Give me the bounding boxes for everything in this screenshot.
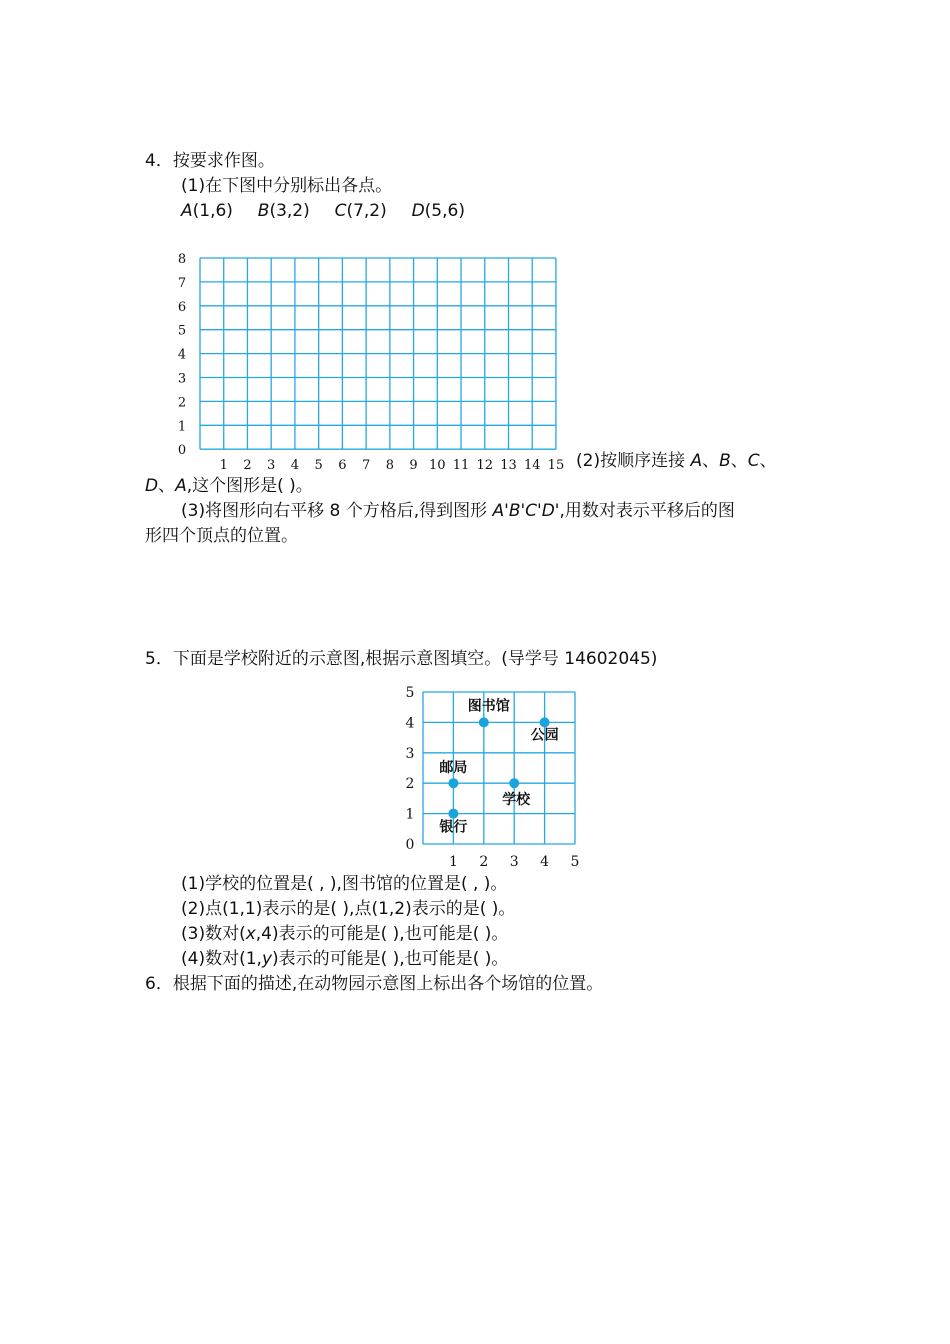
- q6-title: 6．根据下面的描述,在动物园示意图上标出各个场馆的位置。: [145, 974, 604, 994]
- q5-part4: (4)数对(1,y)表示的可能是( ),也可能是( )。: [181, 949, 509, 969]
- q5-part3: (3)数对(x,4)表示的可能是( ),也可能是( )。: [181, 924, 509, 944]
- x-tick-label: 1: [219, 458, 228, 474]
- q5-part1: (1)学校的位置是( , ),图书馆的位置是( , )。: [181, 874, 508, 894]
- place-dot: [479, 717, 489, 727]
- point-d: D(5,6): [411, 201, 465, 221]
- x-tick-label: 10: [429, 458, 446, 474]
- place-dot: [448, 809, 458, 819]
- q5-title: 5．下面是学校附近的示意图,根据示意图填空。(导学号 14602045): [145, 649, 658, 669]
- place-dot: [448, 778, 458, 788]
- school-map: [400, 680, 590, 872]
- place-dot: [540, 717, 550, 727]
- y-tick-label: 1: [177, 419, 187, 435]
- y-tick-label: 5: [177, 323, 187, 339]
- map-y-label: 4: [405, 715, 415, 732]
- y-tick-label: 4: [177, 347, 187, 363]
- coordinate-grid-q4: [170, 248, 570, 476]
- map-y-label: 2: [405, 776, 415, 793]
- x-tick-label: 12: [476, 458, 494, 474]
- y-tick-label: 6: [177, 299, 187, 315]
- x-tick-label: 6: [338, 458, 347, 474]
- x-tick-label: 14: [523, 458, 541, 474]
- q4-part3-line2: 形四个顶点的位置。: [145, 526, 298, 546]
- x-tick-label: 3: [267, 458, 276, 474]
- x-tick-label: 11: [452, 458, 470, 474]
- y-tick-label: 8: [177, 252, 187, 267]
- y-tick-label: 2: [177, 395, 187, 411]
- q4-part2-line2: D、A,这个图形是( )。: [145, 476, 313, 496]
- x-tick-label: 5: [314, 458, 323, 474]
- place-label: 学校: [502, 792, 531, 809]
- map-y-label: 1: [405, 806, 415, 823]
- map-x-label: 4: [540, 854, 550, 870]
- y-tick-label: 7: [177, 275, 187, 291]
- map-x-label: 1: [448, 854, 458, 870]
- map-y-label: 0: [405, 837, 415, 853]
- q5-part2: (2)点(1,1)表示的是( ),点(1,2)表示的是( )。: [181, 899, 516, 919]
- point-c: C(7,2): [334, 201, 387, 221]
- x-tick-label: 8: [385, 458, 394, 474]
- point-b: B(3,2): [257, 201, 310, 221]
- x-tick-label: 7: [361, 458, 371, 474]
- x-tick-label: 4: [290, 458, 300, 474]
- y-tick-label: 0: [177, 443, 187, 459]
- map-x-label: 5: [570, 854, 580, 870]
- q4-part1: (1)在下图中分别标出各点。: [181, 176, 393, 196]
- map-x-label: 3: [509, 854, 519, 870]
- map-y-label: 3: [405, 745, 415, 762]
- point-a: A(1,6): [181, 201, 233, 221]
- q4-part2-line1: (2)按顺序连接 A、B、C、: [576, 451, 777, 471]
- map-y-label: 5: [405, 685, 415, 701]
- q4-points: [181, 200, 465, 222]
- place-dot: [509, 778, 519, 788]
- place-label: 银行: [439, 819, 468, 836]
- y-tick-label: 3: [177, 371, 187, 387]
- place-label: 公园: [530, 727, 559, 744]
- map-x-label: 2: [479, 854, 489, 870]
- q4-title: 4．按要求作图。: [145, 151, 275, 171]
- place-label: 邮局: [439, 760, 468, 777]
- x-tick-label: 9: [409, 458, 418, 474]
- x-tick-label: 15: [547, 458, 565, 474]
- q4-part3-line1: (3)将图形向右平移 8 个方格后,得到图形 A'B'C'D',用数对表示平移后的图: [181, 501, 735, 521]
- x-tick-label: 13: [500, 458, 517, 474]
- place-label: 图书馆: [467, 698, 510, 715]
- x-tick-label: 2: [243, 458, 252, 474]
